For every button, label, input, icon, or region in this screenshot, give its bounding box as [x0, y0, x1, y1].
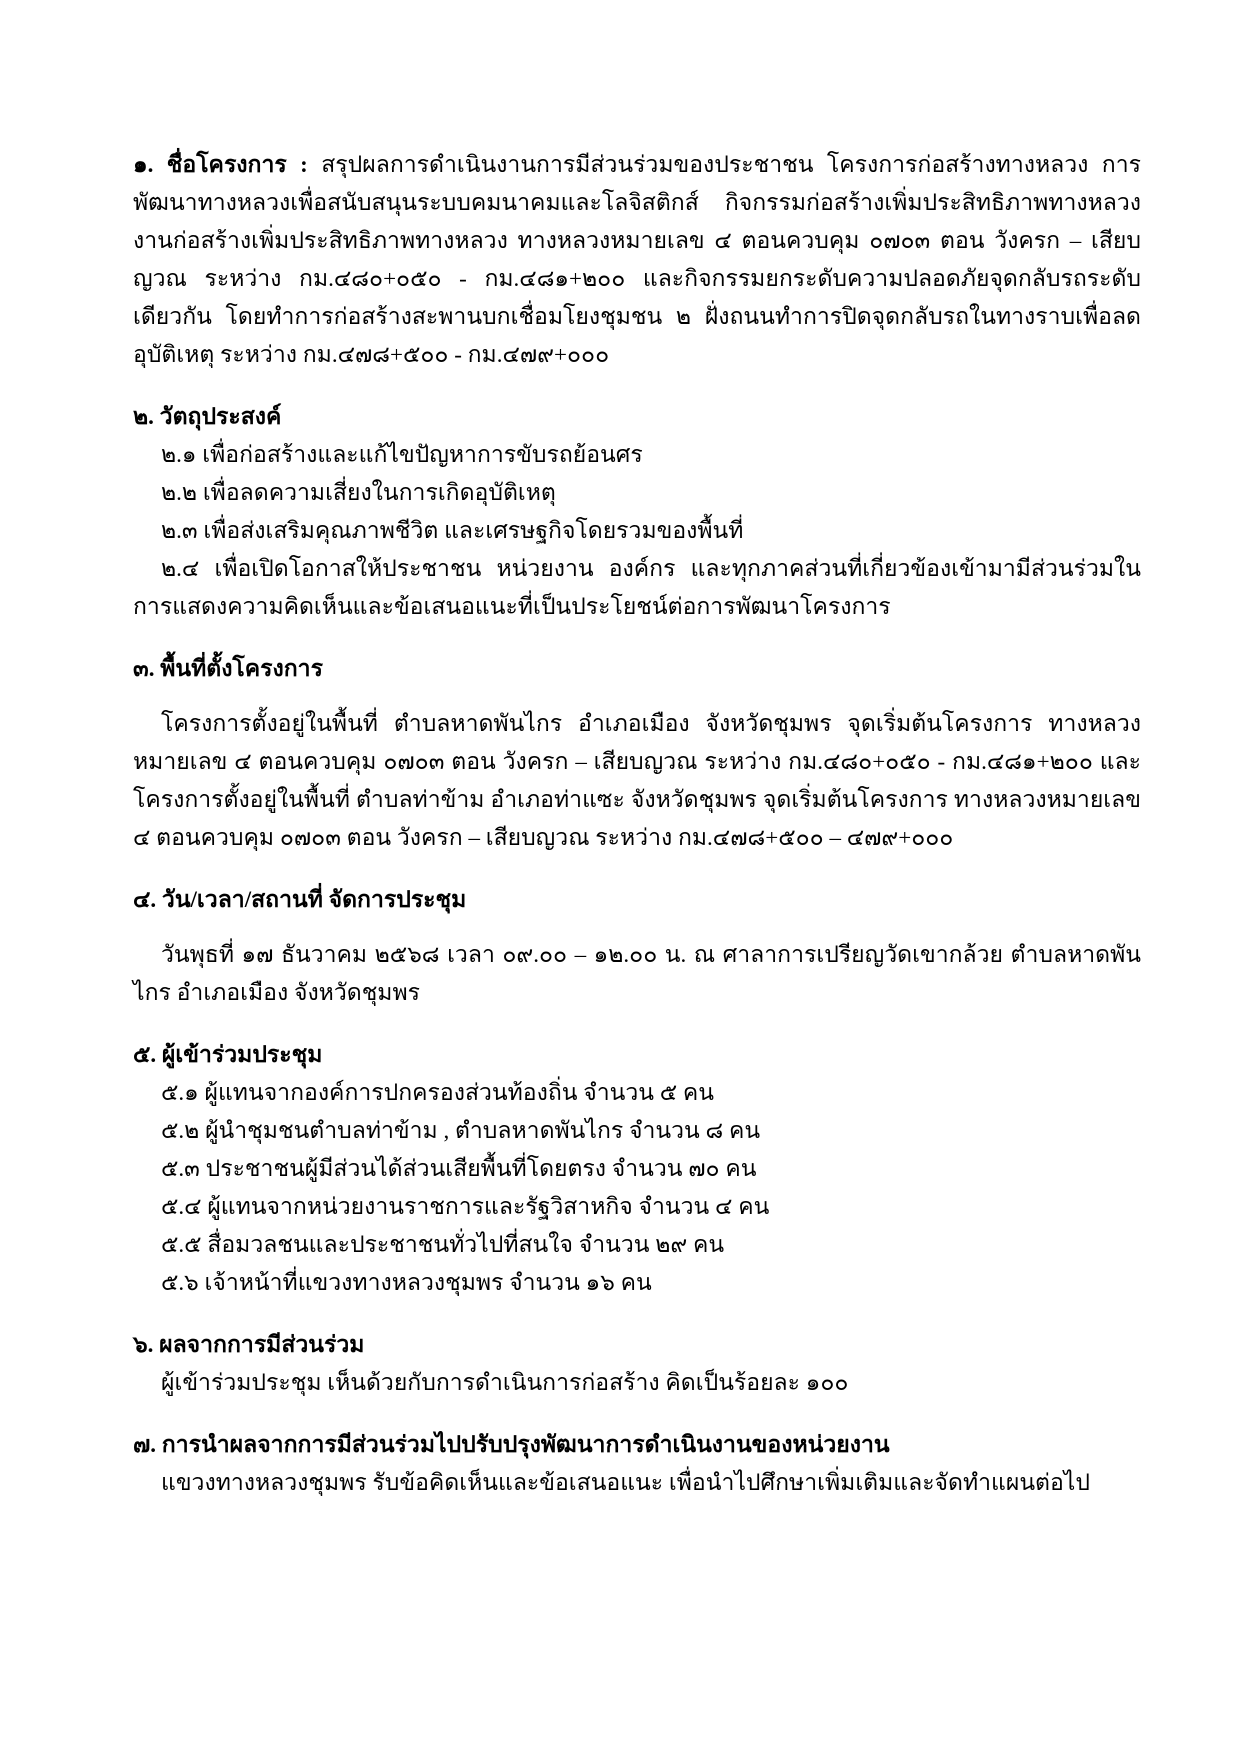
objective-item-4: ๒.๔ เพื่อเปิดโอกาสให้ประชาชน หน่วยงาน องค์กร และทุกภาคส่วนที่เกี่ยวข้องเข้ามามีส่วนร่วมในการแสดงความคิดเห็นและข้อเสนอแนะที่เป็นประโยชน์ต่อการพัฒนาโครงการ: [133, 556, 1141, 619]
objective-item-2: ๒.๒ เพื่อลดความเสี่ยงในการเกิดอุบัติเหตุ: [161, 480, 556, 505]
objective-item-3: ๒.๓ เพื่อส่งเสริมคุณภาพชีวิต และเศรษฐกิจโดยรวมของพื้นที่: [161, 518, 744, 543]
section-meeting-datetime: [133, 881, 1141, 1012]
section-1-heading: ๑. ชื่อโครงการ :: [133, 152, 308, 177]
meeting-datetime-paragraph: วันพุธที่ ๑๗ ธันวาคม ๒๕๖๘ เวลา ๐๙.๐๐ – ๑๒.๐๐ น. ณ ศาลาการเปรียญวัดเขากล้วย ตำบลหาดพันไกร อำเภอเมือง จังหวัดชุมพร: [133, 942, 1141, 1005]
apply-results-paragraph: แขวงทางหลวงชุมพร รับข้อคิดเห็นและข้อเสนอแนะ เพื่อนำไปศึกษาเพิ่มเติมและจัดทำแผนต่อไป: [161, 1470, 1090, 1495]
section-participants: [133, 1036, 1141, 1302]
location-paragraph: โครงการตั้งอยู่ในพื้นที่ ตำบลหาดพันไกร อำเภอเมือง จังหวัดชุมพร จุดเริ่มต้นโครงการ ทางหลวงหมายเลข ๔ ตอนควบคุม ๐๗๐๓ ตอน วังครก – เสียบญวณ ระหว่าง กม.๔๘๐+๐๕๐ - กม.๔๘๑+๒๐๐ และโครงการตั้งอยู่ในพื้นที่ ตำบลท่าข้าม อำเภอท่าแซะ จังหวัดชุมพร จุดเริ่มต้นโครงการ ทางหลวงหมายเลข ๔ ตอนควบคุม ๐๗๐๓ ตอน วังครก – เสียบญวณ ระหว่าง กม.๔๗๘+๕๐๐ – ๔๗๙+๐๐๐: [133, 711, 1141, 850]
section-2-heading: ๒. วัตถุประสงค์: [133, 404, 282, 429]
participant-item-3: ๕.๓ ประชาชนผู้มีส่วนได้ส่วนเสียพื้นที่โดยตรง จำนวน ๗๐ คน: [161, 1156, 757, 1181]
participation-result-paragraph: ผู้เข้าร่วมประชุม เห็นด้วยกับการดำเนินการก่อสร้าง คิดเป็นร้อยละ ๑๐๐: [161, 1370, 849, 1395]
objective-item-1: ๒.๑ เพื่อก่อสร้างและแก้ไขปัญหาการขับรถย้อนศร: [161, 442, 643, 467]
section-3-heading: ๓. พื้นที่ตั้งโครงการ: [133, 656, 323, 681]
project-name-text: สรุปผลการดำเนินงานการมีส่วนร่วมของประชาชน โครงการก่อสร้างทางหลวง การพัฒนาทางหลวงเพื่อสนับสนุนระบบคมนาคมและโลจิสติกส์ กิจกรรมก่อสร้างเพิ่มประสิทธิภาพทางหลวง งานก่อสร้างเพิ่มประสิทธิภาพทางหลวง ทางหลวงหมายเลข ๔ ตอนควบคุม ๐๗๐๓ ตอน วังครก – เสียบญวณ ระหว่าง กม.๔๘๐+๐๕๐ - กม.๔๘๑+๒๐๐ และกิจกรรมยกระดับความปลอดภัยจุดกลับรถระดับเดียวกัน โดยทำการก่อสร้างสะพานบกเชื่อมโยงชุมชน ๒ ฝั่งถนนทำการปิดจุดกลับรถในทางราบเพื่อลดอุบัติเหตุ ระหว่าง กม.๔๗๘+๕๐๐ - กม.๔๗๙+๐๐๐: [133, 152, 1142, 367]
participant-item-1: ๕.๑ ผู้แทนจากองค์การปกครองส่วนท้องถิ่น จำนวน ๕ คน: [161, 1080, 714, 1105]
participant-item-2: ๕.๒ ผู้นำชุมชนตำบลท่าข้าม , ตำบลหาดพันไกร จำนวน ๘ คน: [161, 1118, 761, 1143]
participant-item-6: ๕.๖ เจ้าหน้าที่แขวงทางหลวงชุมพร จำนวน ๑๖ คน: [161, 1270, 652, 1295]
section-7-heading: ๗. การนำผลจากการมีส่วนร่วมไปปรับปรุงพัฒนาการดำเนินงานของหน่วยงาน: [133, 1432, 890, 1457]
document-body: [133, 146, 1141, 1502]
section-4-heading: ๔. วัน/เวลา/สถานที่ จัดการประชุม: [133, 887, 467, 912]
participant-item-4: ๕.๔ ผู้แทนจากหน่วยงานราชการและรัฐวิสาหกิจ จำนวน ๔ คน: [161, 1194, 770, 1219]
project-name-paragraph: [133, 146, 1141, 374]
section-objectives: [133, 398, 1141, 626]
section-location: [133, 650, 1141, 857]
section-apply-results: [133, 1426, 1141, 1502]
section-project-name: [133, 146, 1141, 374]
section-5-heading: ๕. ผู้เข้าร่วมประชุม: [133, 1042, 323, 1067]
section-participation-result: [133, 1326, 1141, 1402]
section-6-heading: ๖. ผลจากการมีส่วนร่วม: [133, 1332, 365, 1357]
participant-item-5: ๕.๕ สื่อมวลชนและประชาชนทั่วไปที่สนใจ จำนวน ๒๙ คน: [161, 1232, 725, 1257]
